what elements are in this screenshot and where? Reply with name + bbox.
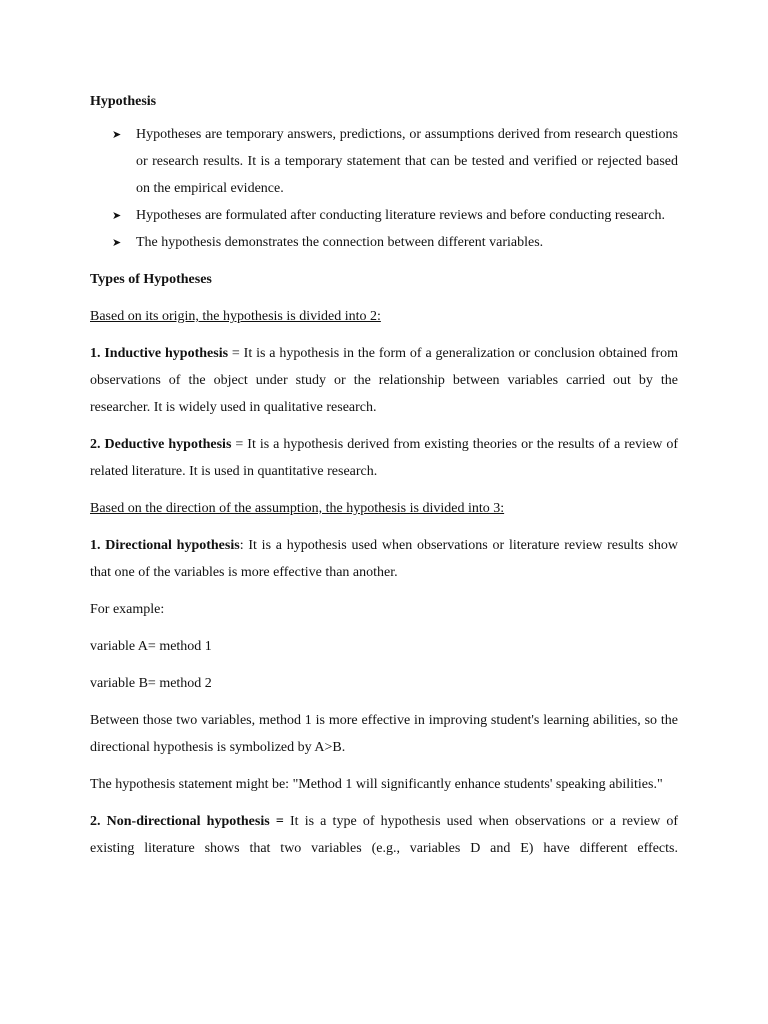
bullet-item (90, 229, 678, 256)
between-paragraph: Between those two variables, method 1 is more effective in improving student's learning abilities, so the directional hypothesis is symbolized by A>B. (90, 713, 678, 755)
directional-term: 1. Directional hypothesis (90, 538, 240, 553)
arrowhead-bullet-icon: ➤ (112, 236, 122, 249)
inductive-text: = It is a hypothesis in the form of a generalization or conclusion obtained from observations of the object under study or the relationship between variables carried out by the researcher. It is widely used in qualitative research. (90, 346, 679, 415)
variable-a-line: variable A= method 1 (90, 639, 212, 654)
inductive-term: 1. Inductive hypothesis (90, 346, 229, 361)
deductive-paragraph (90, 431, 678, 485)
deductive-text: = It is a hypothesis derived from existing theories or the results of a review of related literature. It is used in quantitative research. (90, 437, 678, 479)
non-directional-text: It is a type of hypothesis used when observations or a review of existing literature shows that two variables (e.g., variables D and E) have different effects. (90, 814, 678, 856)
example-label: For example: (90, 602, 165, 617)
deductive-term: 2. Deductive hypothesis (90, 437, 232, 452)
inductive-paragraph (90, 340, 678, 421)
arrowhead-bullet-icon: ➤ (112, 128, 122, 141)
statement-paragraph: The hypothesis statement might be: "Method 1 will significantly enhance students' speaking abilities." (90, 777, 663, 792)
arrowhead-bullet-icon: ➤ (112, 209, 122, 222)
bullet-text: Hypotheses are temporary answers, predictions, or assumptions derived from research questions or research results. It is a temporary statement that can be tested and verified or rejected based on the empirical evidence. (136, 127, 678, 196)
origin-subheading: Based on its origin, the hypothesis is divided into 2: (90, 309, 381, 324)
bullet-text: The hypothesis demonstrates the connection between different variables. (136, 235, 544, 250)
non-directional-paragraph (90, 808, 678, 862)
hypothesis-bullet-list (90, 121, 678, 256)
direction-subheading: Based on the direction of the assumption, the hypothesis is divided into 3: (90, 501, 505, 516)
bullet-item (90, 121, 678, 202)
types-heading: Types of Hypotheses (90, 272, 212, 287)
variable-b-line: variable B= method 2 (90, 676, 212, 691)
non-directional-term: 2. Non-directional hypothesis = (90, 814, 284, 829)
directional-text: : It is a hypothesis used when observations or literature review results show that one of the variables is more effective than another. (90, 538, 678, 580)
document-page (90, 88, 678, 872)
directional-paragraph (90, 532, 678, 586)
document-title: Hypothesis (90, 94, 157, 109)
bullet-text: Hypotheses are formulated after conducting literature reviews and before conducting research. (136, 208, 666, 223)
bullet-item (90, 202, 678, 229)
